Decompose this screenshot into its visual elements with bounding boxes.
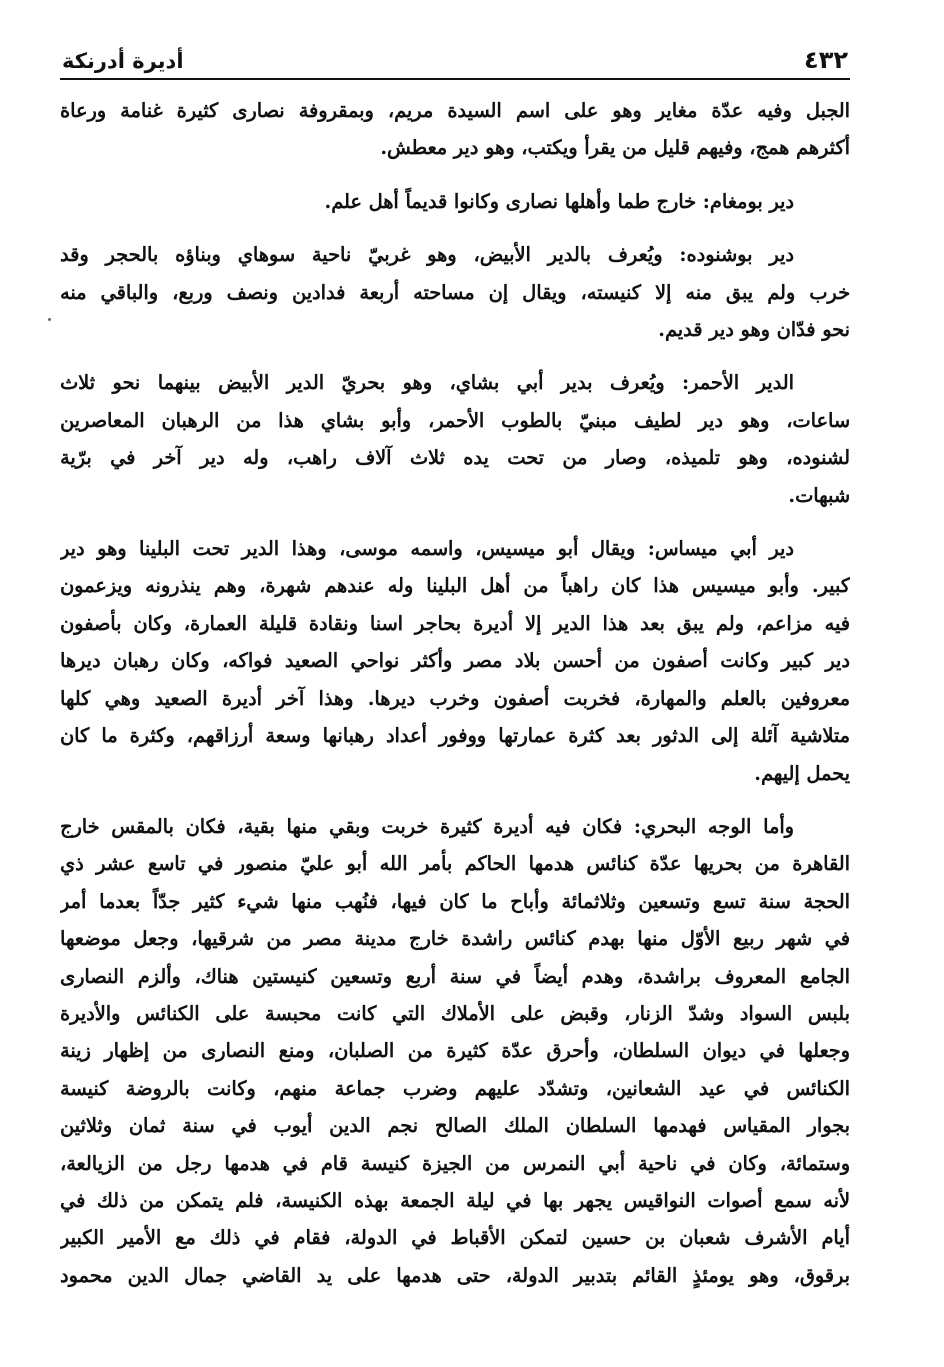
running-header (60, 30, 850, 78)
text-line: الجبل وفيه عدّة مغاير وهو على اسم السيدة مريم، وبمقروفة نصارى كثيرة غنامة ورعاة (60, 99, 850, 122)
paragraph (60, 236, 850, 348)
text-line: الكنائس في عيد الشعانين، وتشدّد عليهم وضرب جماعة منهم، وكانت بالروضة كنيسة (60, 1076, 850, 1100)
text-line: يحمل إليهم. (754, 761, 850, 785)
text-line: وجعلها في ديوان السلطان، وأحرق عدّة كثيرة من الصلبان، ومنع النصارى من إظهار زينة (60, 1039, 850, 1063)
text-line: كبير. وأبو ميسيس هذا كان راهباً من أهل البلينا وله عندهم شهرة، وهم ينذرونه ويزعمون (60, 574, 850, 598)
text-line: أكثرهم همج، وفيهم قليل من يقرأ ويكتب، وهو دير معطش. (380, 136, 850, 160)
body-text (60, 92, 850, 1294)
text-line: شبهات. (788, 483, 850, 507)
text-line: دير كبير وكانت أصفون من أحسن بلاد مصر وأكثر نواحي الصعيد فواكه، وكان رهبان ديرها (60, 649, 850, 673)
paragraph (60, 364, 850, 514)
text-line: لشنوده، وهو تلميذه، وصار من تحت يده ثلاث آلاف راهب، وله دير آخر في برّية (60, 446, 850, 470)
text-line: دير أبي ميساس: ويقال أبو ميسيس، واسمه موسى، وهذا الدير تحت البلينا وهو دير (60, 537, 794, 561)
paragraph (60, 808, 850, 1294)
text-line: دير بوشنوده: ويُعرف بالدير الأبيض، وهو غربيّ ناحية سوهاي وبناؤه بالحجر وقد (60, 243, 794, 267)
text-line: لأنه سمع أصوات النواقيس يجهر بها في ليلة الجمعة بهذه الكنيسة، فلم يتمكن من ذلك في (60, 1188, 850, 1212)
text-line: القاهرة من بحريها عدّة كنائس هدمها الحاكم بأمر الله أبو عليّ منصور في تاسع عشر ذي (60, 852, 850, 876)
book-page (60, 30, 850, 1308)
running-title: أديرة أدرنكة (62, 49, 184, 73)
text-line: خرب ولم يبق منه إلا كنيسته، ويقال إن مساحته أربعة فدادين ونصف وربع، والباقي منه (60, 280, 850, 304)
text-line: الدير الأحمر: ويُعرف بدير أبي بشاي، وهو بحريّ الدير الأبيض بينهما نحو ثلاث (60, 371, 794, 395)
text-line: بجوار المقياس فهدمها السلطان الملك الصالح نجم الدين أيوب في سنة ثمان وثلاثين (60, 1114, 850, 1138)
text-line: الجامع المعروف براشدة، وهدم أيضاً في سنة أربع وتسعين كنيستين هناك، وألزم النصارى (60, 964, 850, 988)
text-line: في شهر ربيع الأوّل منها بهدم كنائس راشدة خارج مدينة مصر من شرقيها، وجعل موضعها (60, 927, 850, 951)
text-line: وستمائة، وكان في ناحية أبي النمرس من الجيزة كنيسة قام في هدمها رجل من الزيالعة، (60, 1151, 850, 1175)
header-rule (60, 78, 850, 80)
text-line: أيام الأشرف شعبان بن حسين لتمكن الأقباط في الدولة، فقام في ذلك مع الأمير الكبير (60, 1226, 850, 1250)
paragraph (60, 530, 850, 792)
text-line: برقوق، وهو يومئذٍ القائم بتدبير الدولة، حتى هدمها على يد القاضي جمال الدين محمود (60, 1263, 850, 1287)
text-line: بلبس السواد وشدّ الزنار، وقبض على الأملاك التي كانت محبسة على الكنائس والأديرة (60, 1001, 850, 1025)
text-line: الحجة سنة تسع وتسعين وثلاثمائة وأباح ما كان فيها، فنُهب منها شيء كثير جدّاً بعدما أمر (60, 889, 850, 913)
text-line: وأما الوجه البحري: فكان فيه أديرة كثيرة خربت وبقي منها بقية، فكان بالمقس خارج (60, 814, 794, 838)
text-line: متلاشية آئلة إلى الدثور بعد كثرة عمارتها ووفور أعداد رهبانها وسعة أرزاقهم، وكثرة ما كان (60, 724, 850, 748)
page-number: ٤٣٢ (804, 46, 848, 74)
text-line: دير بومغام: خارج طما وأهلها نصارى وكانوا قديماً أهل علم. (324, 189, 794, 213)
scan-speck (48, 318, 51, 321)
text-line: معروفين بالعلم والمهارة، فخربت أصفون وخرب ديرها. وهذا آخر أديرة الصعيد وهي كلها (60, 686, 850, 710)
text-line: نحو فدّان وهو دير قديم. (658, 318, 850, 342)
text-line: ساعات، وهو دير لطيف مبنيّ بالطوب الأحمر، وأبو بشاي هذا من الرهبان المعاصرين (60, 408, 850, 432)
text-line: فيه مزاعم، ولم يبق بعد هذا الدير إلا أديرة بحاجر اسنا ونقادة قليلة العمارة، وكان بأصفون (60, 611, 850, 635)
paragraph (60, 183, 850, 220)
paragraph (60, 92, 850, 167)
